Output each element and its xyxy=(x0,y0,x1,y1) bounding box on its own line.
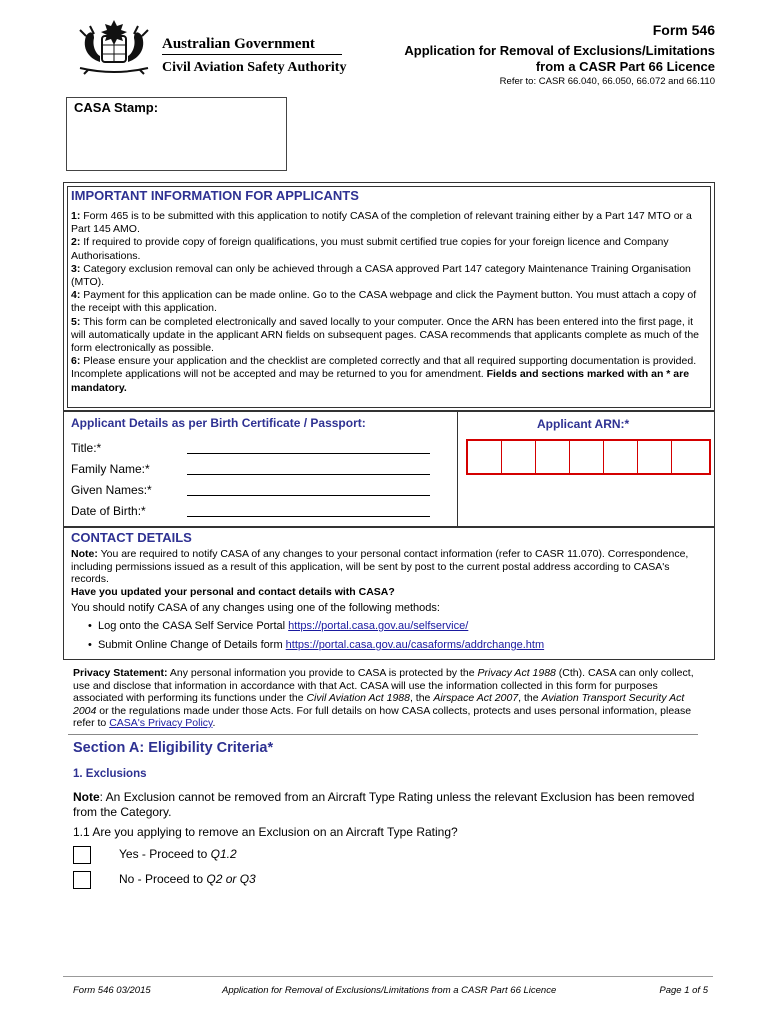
arn-label: Applicant ARN:* xyxy=(537,417,630,431)
casa-stamp-label: CASA Stamp: xyxy=(74,100,159,115)
yes-option-label: Yes - Proceed to Q1.2 xyxy=(119,847,237,861)
no-option-label: No - Proceed to Q2 or Q3 xyxy=(119,872,256,886)
important-info-box xyxy=(63,182,715,412)
exclusions-note: Note: An Exclusion cannot be removed from an Aircraft Type Rating unless the relevant Exclusion has been removed from the Category. xyxy=(73,790,695,819)
contact-heading: CONTACT DETAILS xyxy=(71,530,192,545)
exclusions-heading: 1. Exclusions xyxy=(73,768,147,780)
info-item-1: 1: Form 465 is to be submitted with this application to notify CASA of the completion of relevant training either by a Part 147 MTO or a Part 145 AMO. xyxy=(71,210,692,236)
privacy-statement: Privacy Statement: Any personal information you provide to CASA is protected by the Privacy Act 1988 (Cth). CASA can only collect, use and disclose that information in accordance with that Act. CASA will use the information collected in this form for purposes associated with performing its functions under the Civil Aviation Act 1988, the Airspace Act 2007, the Aviation Transport Security Act 2004 or the regulations made under those Acts. For full details on how CASA collects, protects and uses personal information, please refer to CASA's Privacy Policy. xyxy=(73,667,694,729)
authority-name: Civil Aviation Safety Authority xyxy=(162,60,347,75)
self-service-link[interactable]: https://portal.casa.gov.au/selfservice/ xyxy=(288,620,469,632)
bullet-self-service: • Log onto the CASA Self Service Portal https://portal.casa.gov.au/selfservice/ xyxy=(88,620,469,632)
family-name-input[interactable] xyxy=(187,474,430,475)
contact-methods-intro: You should notify CASA of any changes using one of the following methods: xyxy=(71,602,440,614)
privacy-policy-link[interactable]: CASA's Privacy Policy xyxy=(109,717,213,729)
casa-stamp-box xyxy=(66,97,287,171)
important-heading: IMPORTANT INFORMATION FOR APPLICANTS xyxy=(71,188,359,203)
form-number: Form 546 xyxy=(652,22,715,38)
coat-of-arms-icon xyxy=(70,18,158,76)
title-input[interactable] xyxy=(187,453,430,454)
dob-label: Date of Birth:* xyxy=(71,504,146,518)
footer-divider xyxy=(63,976,713,977)
footer-form-date: Form 546 03/2015 xyxy=(73,985,151,996)
important-list xyxy=(71,210,703,395)
bullet-change-details: • Submit Online Change of Details form https://portal.casa.gov.au/casaforms/addrchange.htm xyxy=(88,639,545,651)
title-label: Title:* xyxy=(71,441,102,455)
given-names-label: Given Names:* xyxy=(71,483,152,497)
info-item-3: 3: Category exclusion removal can only be achieved through a CASA approved Part 147 category Maintenance Training Organisation (MTO). xyxy=(71,262,691,289)
change-details-link[interactable]: https://portal.casa.gov.au/casaforms/addrchange.htm xyxy=(285,639,545,651)
dob-input[interactable] xyxy=(187,516,430,517)
info-item-5: 5: This form can be completed electronically and saved locally to your computer. Once the ARN has been entered into the first page, it will automatically update in the applicant ARN fields on subsequent pages. CASA recommends that applicants complete as much of the form electronically as possible. xyxy=(71,315,700,355)
contact-note: Note: You are required to notify CASA of any changes to your personal contact information (refer to CASR 11.070). Correspondence, including permissions issued as a result of this application, will be sent by post to the current postal address according to CASA's records. Have you updated your personal and contact details with CASA? xyxy=(71,548,689,598)
footer-page: Page 1 of 5 xyxy=(659,985,708,996)
given-names-input[interactable] xyxy=(187,495,430,496)
form-title-line1: Application for Removal of Exclusions/Limitations xyxy=(404,43,715,58)
section-a-title: Section A: Eligibility Criteria* xyxy=(73,740,274,756)
info-item-6: 6: Please ensure your application and the checklist are completed correctly and that all required supporting documentation is provided. Incomplete applications will not be accepted and may be returned to you for amendment. Fields and sections marked with an * are mandatory. xyxy=(71,355,697,394)
applicant-heading: Applicant Details as per Birth Certificate / Passport: xyxy=(71,416,366,430)
info-item-4: 4: Payment for this application can be made online. Go to the CASA webpage and click the Payment button. You must attach a copy of the receipt with this application. xyxy=(71,289,697,315)
family-name-label: Family Name:* xyxy=(71,462,150,476)
info-item-2: 2: If required to provide copy of foreign qualifications, you must submit certified true copies for your foreign licence and Company Authorisations. xyxy=(71,236,669,262)
contact-details-box xyxy=(63,526,715,660)
government-name: Australian Government xyxy=(162,36,315,52)
form-title-line2: from a CASR Part 66 Licence xyxy=(535,59,715,74)
section-divider xyxy=(68,734,698,735)
question-1-1: 1.1 Are you applying to remove an Exclusion on an Aircraft Type Rating? xyxy=(73,825,458,839)
yes-checkbox[interactable] xyxy=(73,846,91,864)
footer-title: Application for Removal of Exclusions/Limitations from a CASR Part 66 Licence xyxy=(222,985,557,996)
no-checkbox[interactable] xyxy=(73,871,91,889)
header-divider xyxy=(162,54,342,55)
arn-input[interactable] xyxy=(466,439,711,475)
applicant-details-box xyxy=(63,410,715,528)
refer-to: Refer to: CASR 66.040, 66.050, 66.072 and 66.110 xyxy=(499,76,715,87)
